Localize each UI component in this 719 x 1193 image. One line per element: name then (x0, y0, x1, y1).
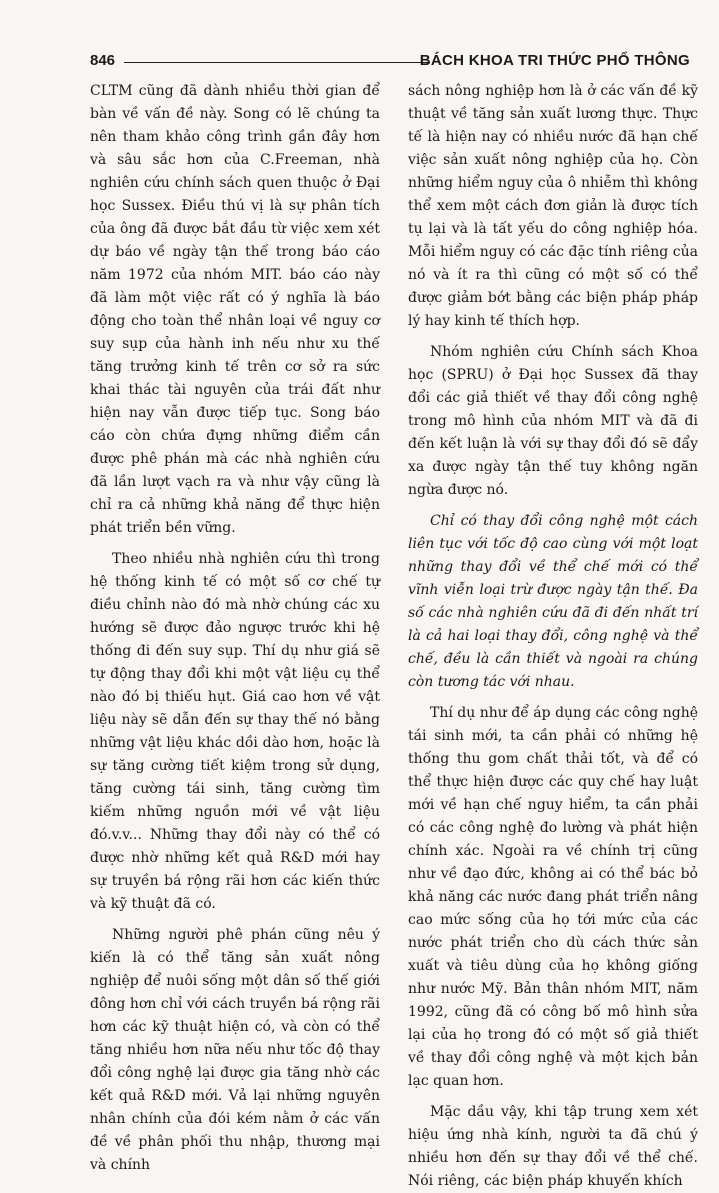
italic-paragraph: Chỉ có thay đổi công nghệ một cách liên tục với tốc độ cao cùng với một loạt những thay đổi về thể chế mới có thể vĩnh viễn loại trừ được ngày tận thế. Đa số các nhà nghiên cứu đã đi đến nhất trí là cả hai loại thay đổi, công nghệ và thể chế, đều là cần thiết và ngoài ra chúng còn tương tác với nhau. (408, 513, 698, 690)
running-title: BÁCH KHOA TRI THỨC PHỔ THÔNG (419, 52, 690, 69)
paragraph: Những người phê phán cũng nêu ý kiến là có thể tăng sản xuất nông nghiệp để nuôi sống một dân số thế giới đông hơn chỉ với cách truyền bá rộng rãi hơn các kỹ thuật hiện có, và còn có thể tăng nhiều hơn nữa nếu như tốc độ thay đổi công nghệ lại được gia tăng nhờ các kết quả R&D mới. Vả lại những nguyên nhân chính của đói kém nằm ở các vấn đề về phân phối thu nhập, thương mại và chính (90, 927, 380, 1173)
right-column (408, 80, 698, 1189)
paragraph: Theo nhiều nhà nghiên cứu thì trong hệ thống kinh tế có một số cơ chế tự điều chỉnh nào đó mà nhờ chúng các xu hướng sẽ được đảo ngược trước khi hệ thống đi đến suy sụp. Thí dụ như giá sẽ tự động thay đổi khi một vật liệu cụ thể nào đó bị thiếu hụt. Giá cao hơn về vật liệu này sẽ dẫn đến sự thay thế nó bằng những vật liệu khác dồi dào hơn, hoặc là sự tăng cường tiết kiệm trong sử dụng, tăng cường tái sinh, tăng cường tìm kiếm những nguồn mới về vật liệu đó.v.v... Những thay đổi này có thể có được nhờ những kết quả R&D mới hay sự truyền bá rộng rãi hơn các kiến thức và kỹ thuật đã có. (90, 551, 380, 912)
paragraph: CLTM cũng đã dành nhiều thời gian để bàn về vấn đề này. Song có lẽ chúng ta nên tham khảo công trình gần đây hơn và sâu sắc hơn của C.Freeman, nhà nghiên cứu chính sách quen thuộc ở Đại học Sussex. Điều thú vị là sự phân tích của ông đã được bắt đầu từ việc xem xét dự báo về ngày tận thế trong báo cáo năm 1972 của nhóm MIT. báo cáo này đã làm một việc rất có ý nghĩa là báo động cho toàn thể nhân loại về nguy cơ suy sụp của hành inh nếu như xu thế tăng trưởng kinh tế trên cơ sở ra sức khai thác tài nguyên của trái đất như hiện nay vẫn được tiếp tục. Song báo cáo còn chứa đựng những điểm cần được phê phán mà các nhà nghiên cứu đã lần lượt vạch ra và như vậy cũng là chỉ ra cả những khả năng để thực hiện phát triển bền vững. (90, 83, 380, 536)
paragraph: Thí dụ như để áp dụng các công nghệ tái sinh mới, ta cần phải có những hệ thống thu gom chất thải tốt, và để có thể thực hiện được các quy chế hay luật mới về hạn chế nguy hiểm, ta cần phải có các công nghệ đo lường và phát hiện chính xác. Ngoài ra về chính trị cũng như về đạo đức, không ai có thể bác bỏ khả năng các nước đang phát triển nâng cao mức sống của họ tới mức của các nước phát triển cho dù cách thức sản xuất và tiêu dùng của họ không giống như nước Mỹ. Bản thân nhóm MIT, năm 1992, cũng đã có công bố mô hình sửa lại của họ trong đó có một số giả thiết về thay đổi công nghệ và một kịch bản lạc quan hơn. (408, 705, 698, 1089)
header-rule (124, 62, 430, 63)
page-header (90, 52, 690, 72)
page-number: 846 (90, 52, 116, 69)
paragraph: sách nông nghiệp hơn là ở các vấn đề kỹ thuật về tăng sản xuất lương thực. Thực tế là hiện nay có nhiều nước đã hạn chế việc sản xuất nông nghiệp của họ. Còn những hiểm nguy của ô nhiễm thì không thể xem một cách đơn giản là được tích tụ lại và là tất yếu do công nghiệp hóa. Mỗi hiểm nguy có các đặc tính riêng của nó và ít ra thì cũng có một số có thể được giảm bớt bằng các biện pháp pháp lý hay kinh tế thích hợp. (408, 83, 698, 329)
left-column (90, 80, 380, 1173)
paragraph: Mặc dầu vậy, khi tập trung xem xét hiệu ứng nhà kính, người ta đã chú ý nhiều hơn đến sự thay đổi về thể chế. Nói riêng, các biện pháp khuyến khích (408, 1104, 698, 1189)
paragraph: Nhóm nghiên cứu Chính sách Khoa học (SPRU) ở Đại học Sussex đã thay đổi các giả thiết về thay đổi công nghệ trong mô hình của nhóm MIT và đã đi đến kết luận là với sự thay đổi đó sẽ đẩy xa được ngày tận thế tuy không ngăn ngừa được nó. (408, 344, 698, 498)
